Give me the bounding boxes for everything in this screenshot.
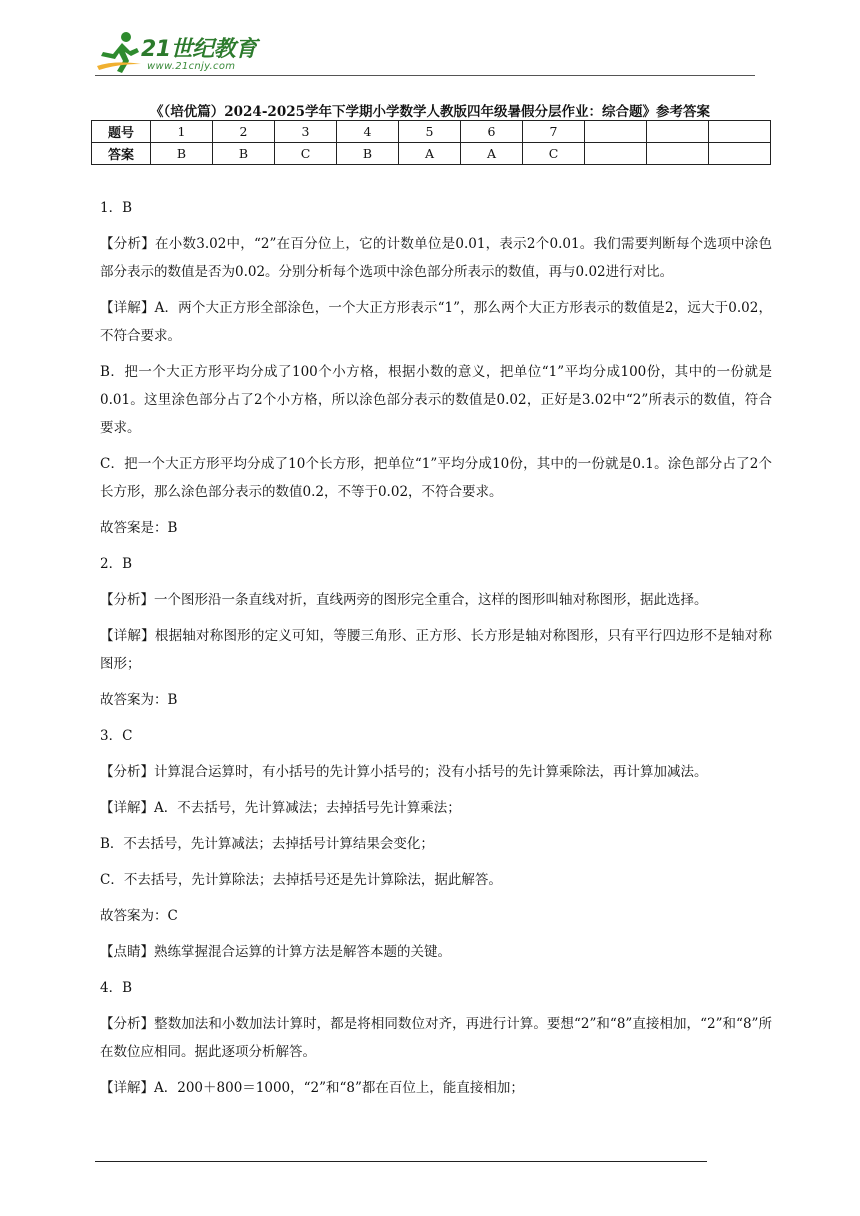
logo	[95, 30, 265, 76]
question-4-analysis: 【分析】整数加法和小数加法计算时，都是将相同数位对齐，再进行计算。要想“2”和“8”直接相加，“2”和“8”所在数位应相同。据此逐项分析解答。	[100, 1016, 772, 1060]
logo-text: 21世纪教育	[141, 37, 257, 62]
question-1-analysis: 【分析】在小数3.02中，“2”在百分位上，它的计数单位是0.01，表示2个0.01。我们需要判断每个选项中涂色部分表示的数值是否为0.02。分别分析每个选项中涂色部分所表示的数值，再与0.02进行对比。	[100, 236, 772, 280]
table-cell: 7	[523, 121, 585, 143]
table-cell: 2	[213, 121, 275, 143]
question-1-detail-b: B．把一个大正方形平均分成了100个小方格，根据小数的意义，把单位“1”平均分成100份，其中的一份就是0.01。这里涂色部分占了2个小方格，所以涂色部分表示的数值是0.02，正好是3.02中“2”所表示的数值，符合要求。	[100, 364, 772, 436]
document-title: 《（培优篇）2024-2025学年下学期小学数学人教版四年级暑假分层作业：综合题》参考答案	[150, 104, 710, 120]
question-1-heading: 1．B	[100, 200, 133, 216]
table-cell: 6	[461, 121, 523, 143]
table-cell: B	[213, 143, 275, 165]
table-cell: 5	[399, 121, 461, 143]
question-1-answer: 故答案是：B	[100, 520, 178, 536]
table-cell	[709, 121, 771, 143]
table-cell: A	[399, 143, 461, 165]
question-3-analysis: 【分析】计算混合运算时，有小括号的先计算小括号的；没有小括号的先计算乘除法，再计算加减法。	[100, 764, 708, 780]
table-cell: C	[275, 143, 337, 165]
question-3-answer: 故答案为：C	[100, 908, 178, 924]
question-1-detail-c: C．把一个大正方形平均分成了10个长方形，把单位“1”平均分成10份，其中的一份就是0.1。涂色部分占了2个长方形，那么涂色部分表示的数值0.2，不等于0.02，不符合要求。	[100, 456, 772, 500]
question-1-detail-a: 【详解】A．两个大正方形全部涂色，一个大正方形表示“1”，那么两个大正方形表示的数值是2，远大于0.02，不符合要求。	[100, 300, 772, 344]
table-cell	[585, 121, 647, 143]
question-2-answer: 故答案为：B	[100, 692, 178, 708]
question-2-analysis: 【分析】一个图形沿一条直线对折，直线两旁的图形完全重合，这样的图形叫轴对称图形，据此选择。	[100, 592, 708, 608]
header-divider	[95, 75, 755, 76]
table-cell: 4	[337, 121, 399, 143]
question-3-detail-b: B．不去括号，先计算减法；去掉括号计算结果会变化；	[100, 836, 434, 852]
question-3-detail-a: 【详解】A．不去括号，先计算减法；去掉括号先计算乘法；	[100, 800, 461, 816]
question-4-heading: 4．B	[100, 980, 133, 996]
table-cell	[647, 143, 709, 165]
question-3-detail-c: C．不去括号，先计算除法；去掉括号还是先计算除法，据此解答。	[100, 872, 502, 888]
page-header	[95, 30, 755, 80]
question-2-detail: 【详解】根据轴对称图形的定义可知，等腰三角形、正方形、长方形是轴对称图形，只有平行四边形不是轴对称图形；	[100, 628, 772, 672]
table-cell	[709, 143, 771, 165]
question-3-heading: 3．C	[100, 728, 133, 744]
table-cell	[647, 121, 709, 143]
table-cell: B	[337, 143, 399, 165]
table-header-number: 题号	[92, 121, 151, 143]
question-4-detail-a: 【详解】A．200＋800＝1000，“2”和“8”都在百位上，能直接相加；	[100, 1080, 524, 1096]
footer-divider	[95, 1161, 707, 1162]
table-cell	[585, 143, 647, 165]
question-2-heading: 2．B	[100, 556, 133, 572]
table-cell: B	[151, 143, 213, 165]
table-header-answer: 答案	[92, 143, 151, 165]
table-cell: C	[523, 143, 585, 165]
table-row-answers	[92, 143, 771, 165]
table-cell: A	[461, 143, 523, 165]
answer-table	[91, 120, 771, 165]
logo-url: www.21cnjy.com	[147, 61, 236, 72]
solutions-body	[100, 194, 772, 1110]
question-3-comment: 【点睛】熟练掌握混合运算的计算方法是解答本题的关键。	[100, 944, 451, 960]
runner-logo-icon	[95, 30, 143, 76]
table-cell: 3	[275, 121, 337, 143]
table-row-numbers	[92, 121, 771, 143]
table-cell: 1	[151, 121, 213, 143]
